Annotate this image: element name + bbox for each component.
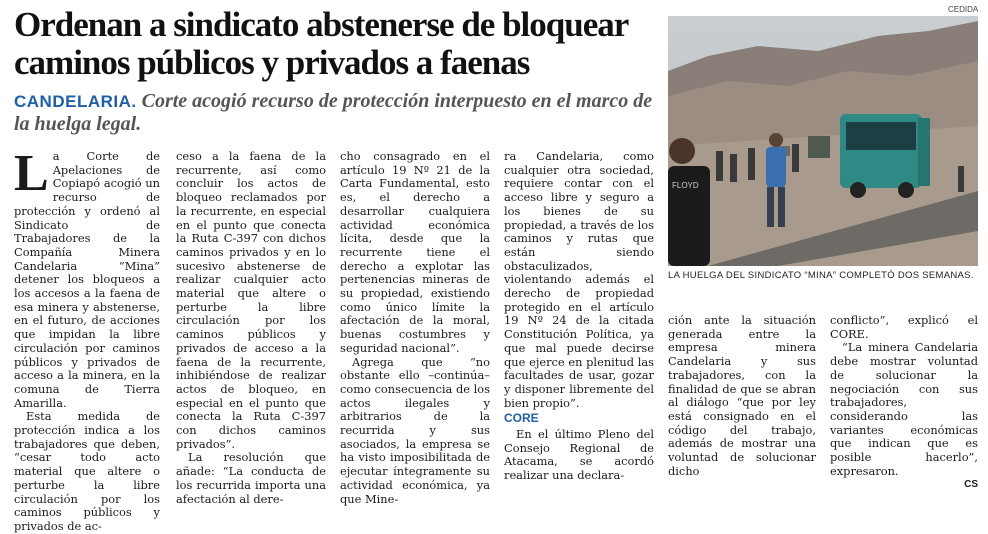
article-column-6 [830,314,978,492]
article-column-4 [504,150,654,483]
col3-paragraph-2: Agrega que “no obstante ello –continúa– como consecuencia de los actos ilegales y arbitrarios de la recurrida y sus asociados, la empresa se ha visto imposibilitada de ejecutar íntegramente su actividad económica, ya que Mine- [340,354,490,506]
col2-paragraph-1: ceso a la faena de la recurrente, así como concluir los actos de bloqueo reclamados por la recurrente, en especial en el punto que conecta la Ruta C-397 con dichos caminos privados y en lo sucesivo abstenerse de realizar cualquier acto material que altere o perturbe la libre circulación por los caminos públicos y privados de acceso a la faena de la recurrente, inhibiéndose de realizar actos de bloqueo, en especial en el punto que conecta la Ruta C-397 con dichos caminos privados”. [176,149,326,451]
col6-paragraph-2: “La minera Candelaria debe mostrar voluntad de solucionar la negociación con sus trabajadores, considerando las variantes económicas que indican que es posible hacerlo”, expresaron. [830,340,978,478]
headline-line-1: Ordenan a sindicato abstenerse de bloquear [14,5,629,44]
photo-credit: CEDIDA [948,5,979,14]
article-column-2 [176,150,326,506]
shirt-print: FLOYD [672,181,699,190]
kicker-location: CANDELARIA. [14,92,137,111]
col4-paragraph-2: En el último Pleno del Consejo Regional de Atacama, se acordó realizar una declara- [504,427,654,483]
col5-paragraph-1: ción ante la situación generada entre la empresa minera Candelaria y sus trabajadores, con la finalidad de que se abran al diálogo “que por ley está consignado en el código del trabajo, además de mostrar una voluntad de solucionar dicho [668,313,816,478]
section-label-core: CORE [504,411,539,426]
article-column-5 [668,314,816,478]
article-column-1 [14,145,160,534]
col3-paragraph-1: cho consagrado en el artículo 19 Nº 21 de la Carta Fundamental, esto es, el derecho a desarrollar cualquiera actividad económica lícita, desde que la recurrente tiene el derecho a explotar las pertenencias mineras de su propiedad, existiendo como único límite la afectación de la moral, buenas costumbres y seguridad nacional”. [340,149,490,355]
col2-paragraph-2: La resolución que añade: “La conducta de los recurrida importa una afectación al dere- [176,450,326,506]
article-headline [14,6,662,82]
col4-paragraph-1: ra Candelaria, como cualquier otra sociedad, requiere contar con el acceso libre y seguro a los bienes de su propiedad, a través de los caminos y rutas que están siendo obstaculizados, violentando además el derecho de propiedad protegido en el artículo 19 Nº 24 de la citada Constitución Política, ya que mal puede decirse que ejerce en plenitud las facultades de usar, gozar y disponer libremente del bien propio”. [504,149,654,410]
article-subhead [14,90,662,135]
lead-text: Corte acogió recurso de protección interpuesto en el marco de la huelga legal. [14,90,653,135]
strike-scene-illustration [668,16,978,266]
article-photo [668,16,978,266]
photo-caption: LA HUELGA DEL SINDICATO “MINA” COMPLETÓ DOS SEMANAS. [668,270,974,281]
col6-paragraph-1: conflicto”, explicó el CORE. [830,313,978,341]
headline-line-2: caminos públicos y privados a faenas [14,43,530,82]
author-endmark: CS [964,479,978,491]
col1-paragraph-2: Esta medida de protección indica a los trabajadores que deben, “cesar todo acto material que altere o perturbe la libre circulación por los caminos públicos y privados de ac- [14,409,160,533]
article-column-3 [340,150,490,506]
drop-cap: L [14,145,49,202]
col1-paragraph-1: a Corte de Apelaciones de Copiapó acogió un recurso de protección y ordenó al Sindicato de Trabajadores de la Compañía Minera Candelaria “Mina” detener los bloqueos a los accesos a la faena de esa minera y abstenerse, en el futuro, de acciones que impidan la libre circulación por caminos públicos y privados de acceso a la minera, en la comuna de Tierra Amarilla. [14,149,160,410]
